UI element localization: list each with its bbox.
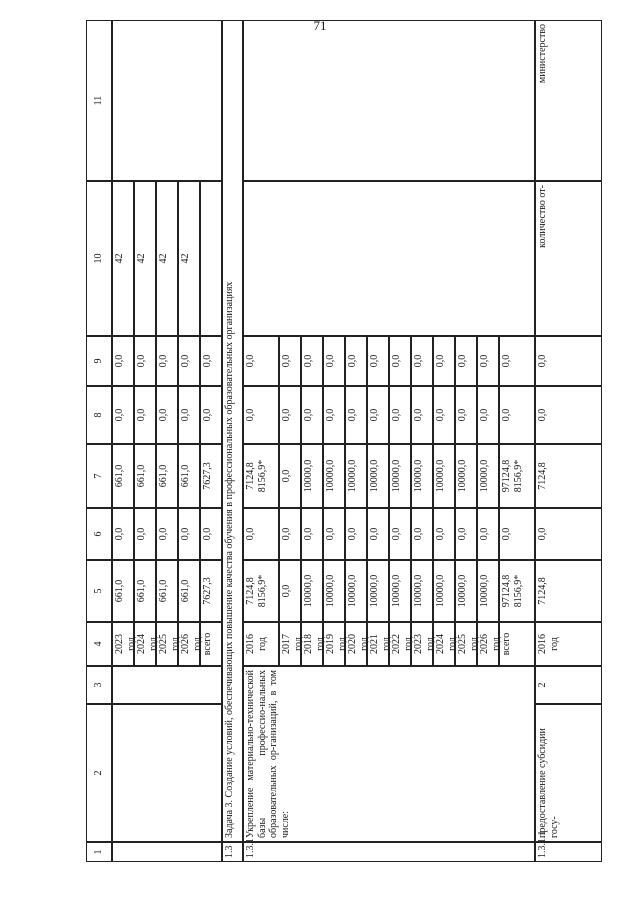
indicator-value	[200, 181, 222, 336]
year-label: 2023 год	[112, 622, 134, 666]
value-line-footnote: 8156,9*	[256, 574, 268, 608]
value-cell: 0,0	[535, 508, 602, 560]
value-cell: 10000,0	[455, 560, 477, 622]
budget-table	[86, 20, 602, 862]
value-cell: 661,0	[112, 444, 134, 508]
year-label: всего	[499, 622, 535, 666]
value-cell: 0,0	[279, 560, 301, 622]
value-cell: 0,0	[301, 386, 323, 444]
col-header-4: 4	[86, 622, 112, 666]
value-cell: 0,0	[455, 386, 477, 444]
col-header-2: 2	[86, 704, 112, 842]
value-cell: 661,0	[156, 560, 178, 622]
col-header-9: 9	[86, 336, 112, 386]
value-cell: 0,0	[367, 508, 389, 560]
value-cell: 0,0	[112, 336, 134, 386]
value-cell: 0,0	[477, 336, 499, 386]
year-label: 2025 год	[156, 622, 178, 666]
subitem-col3: 2	[535, 666, 602, 704]
value-cell: 0,0	[433, 386, 455, 444]
value-cell: 10000,0	[301, 444, 323, 508]
year-label: 2022 год	[389, 622, 411, 666]
value-cell: 0,0	[279, 444, 301, 508]
value-cell: 0,0	[389, 508, 411, 560]
value-cell: 10000,0	[367, 444, 389, 508]
indicator-value: 42	[112, 181, 134, 336]
value-cell: 0,0	[323, 336, 345, 386]
value-cell: 0,0	[367, 336, 389, 386]
value-cell: 0,0	[112, 508, 134, 560]
year-label: 2024 год	[134, 622, 156, 666]
col-header-7: 7	[86, 444, 112, 508]
value-cell	[243, 444, 279, 508]
value-cell: 10000,0	[301, 560, 323, 622]
responsible-executor: министерство	[535, 20, 602, 181]
value-cell: 0,0	[345, 508, 367, 560]
subitem-description: предоставление субсидии госу-	[535, 704, 602, 842]
item-description: Укрепление материально-технической базы профессио-нальных образовательных ор-ганизаций, в том числе:	[243, 666, 535, 842]
value-cell: 0,0	[178, 508, 200, 560]
value-cell	[243, 560, 279, 622]
value-cell: 10000,0	[323, 444, 345, 508]
value-cell: 0,0	[433, 336, 455, 386]
value-cell: 0,0	[134, 508, 156, 560]
value-cell: 0,0	[455, 508, 477, 560]
value-cell: 10000,0	[367, 560, 389, 622]
value-cell: 0,0	[535, 336, 602, 386]
col-header-6: 6	[86, 508, 112, 560]
item-number: 1.3.1	[243, 842, 535, 862]
year-label: 2023 год	[411, 622, 433, 666]
value-cell: 0,0	[389, 336, 411, 386]
value-cell: 7627,3	[200, 560, 222, 622]
value-cell: 0,0	[134, 386, 156, 444]
year-label: всего	[200, 622, 222, 666]
value-cell: 0,0	[156, 386, 178, 444]
cont-col3-merged	[112, 666, 222, 704]
value-line-footnote: 8156,9*	[256, 459, 268, 493]
year-label: 2019 год	[323, 622, 345, 666]
col-header-3: 3	[86, 666, 112, 704]
value-cell: 0,0	[499, 508, 535, 560]
value-line-footnote: 8156,9*	[512, 574, 524, 608]
item-col10-merged	[243, 181, 535, 336]
page-number: 71	[313, 18, 327, 33]
cont-col11-merged	[112, 20, 222, 181]
value-cell: 10000,0	[323, 560, 345, 622]
value-cell: 0,0	[243, 508, 279, 560]
value-cell: 0,0	[411, 386, 433, 444]
value-line: 7124,8	[245, 462, 256, 490]
value-cell: 10000,0	[345, 444, 367, 508]
value-cell: 0,0	[243, 386, 279, 444]
value-cell: 0,0	[279, 386, 301, 444]
cont-col1-merged	[112, 842, 222, 862]
value-cell: 10000,0	[433, 560, 455, 622]
indicator-name: количество от-	[535, 181, 602, 336]
value-cell: 0,0	[477, 386, 499, 444]
year-label: 2024 год	[433, 622, 455, 666]
value-cell: 0,0	[279, 508, 301, 560]
value-cell: 0,0	[389, 386, 411, 444]
value-cell: 0,0	[279, 336, 301, 386]
year-label: 2016 год	[243, 622, 279, 666]
value-cell: 7124,8	[535, 560, 602, 622]
col-header-5: 5	[86, 560, 112, 622]
value-line: 97124,8	[501, 574, 512, 608]
value-cell: 10000,0	[389, 444, 411, 508]
value-line: 7124,8	[245, 577, 256, 605]
value-cell: 0,0	[367, 386, 389, 444]
task-number: 1.3	[222, 842, 243, 862]
value-cell: 0,0	[323, 508, 345, 560]
value-cell: 0,0	[134, 336, 156, 386]
value-cell: 0,0	[345, 386, 367, 444]
value-cell: 0,0	[243, 336, 279, 386]
col-header-11: 11	[86, 20, 112, 181]
value-cell	[499, 444, 535, 508]
value-cell: 661,0	[134, 560, 156, 622]
value-cell: 7627,3	[200, 444, 222, 508]
value-cell: 0,0	[301, 508, 323, 560]
value-cell: 10000,0	[455, 444, 477, 508]
value-cell: 0,0	[156, 336, 178, 386]
value-cell: 0,0	[411, 508, 433, 560]
value-cell: 10000,0	[477, 444, 499, 508]
year-label: 2016 год	[535, 622, 602, 666]
value-cell: 0,0	[535, 386, 602, 444]
col-header-10: 10	[86, 181, 112, 336]
value-cell: 0,0	[411, 336, 433, 386]
item-col11-merged	[243, 20, 535, 181]
value-cell: 0,0	[200, 386, 222, 444]
value-cell: 10000,0	[411, 444, 433, 508]
value-cell: 7124,8	[535, 444, 602, 508]
year-label: 2018 год	[301, 622, 323, 666]
value-cell: 0,0	[455, 336, 477, 386]
indicator-value: 42	[134, 181, 156, 336]
value-cell: 0,0	[200, 336, 222, 386]
value-cell: 0,0	[499, 336, 535, 386]
value-cell: 0,0	[323, 386, 345, 444]
value-cell: 0,0	[499, 386, 535, 444]
value-cell: 661,0	[178, 560, 200, 622]
year-label: 2021 год	[367, 622, 389, 666]
value-cell: 10000,0	[345, 560, 367, 622]
cont-col2-merged	[112, 704, 222, 842]
value-cell: 10000,0	[411, 560, 433, 622]
subitem-number: 1.3.1.1	[535, 842, 602, 862]
indicator-value: 42	[156, 181, 178, 336]
value-line: 97124,8	[501, 459, 512, 493]
value-cell: 0,0	[178, 336, 200, 386]
col-header-1: 1	[86, 842, 112, 862]
value-cell: 0,0	[477, 508, 499, 560]
value-cell: 10000,0	[433, 444, 455, 508]
value-cell: 661,0	[112, 560, 134, 622]
year-label: 2020 год	[345, 622, 367, 666]
value-cell: 0,0	[433, 508, 455, 560]
value-cell: 0,0	[301, 336, 323, 386]
value-cell: 0,0	[200, 508, 222, 560]
value-cell: 10000,0	[389, 560, 411, 622]
value-cell: 0,0	[178, 386, 200, 444]
landscape-page	[86, 20, 602, 862]
value-line-footnote: 8156,9*	[512, 459, 524, 493]
value-cell	[499, 560, 535, 622]
value-cell: 661,0	[156, 444, 178, 508]
year-label: 2026 год	[178, 622, 200, 666]
year-label: 2025 год	[455, 622, 477, 666]
value-cell: 661,0	[178, 444, 200, 508]
task-title: Задача 3. Создание условий, обеспечивающих повышение качества обучения в профессиональных образовательных организациях	[222, 20, 243, 842]
year-label: 2017 год	[279, 622, 301, 666]
year-label: 2026 год	[477, 622, 499, 666]
value-cell: 0,0	[156, 508, 178, 560]
col-header-8: 8	[86, 386, 112, 444]
indicator-value: 42	[178, 181, 200, 336]
value-cell: 10000,0	[477, 560, 499, 622]
value-cell: 661,0	[134, 444, 156, 508]
value-cell: 0,0	[112, 386, 134, 444]
value-cell: 0,0	[345, 336, 367, 386]
